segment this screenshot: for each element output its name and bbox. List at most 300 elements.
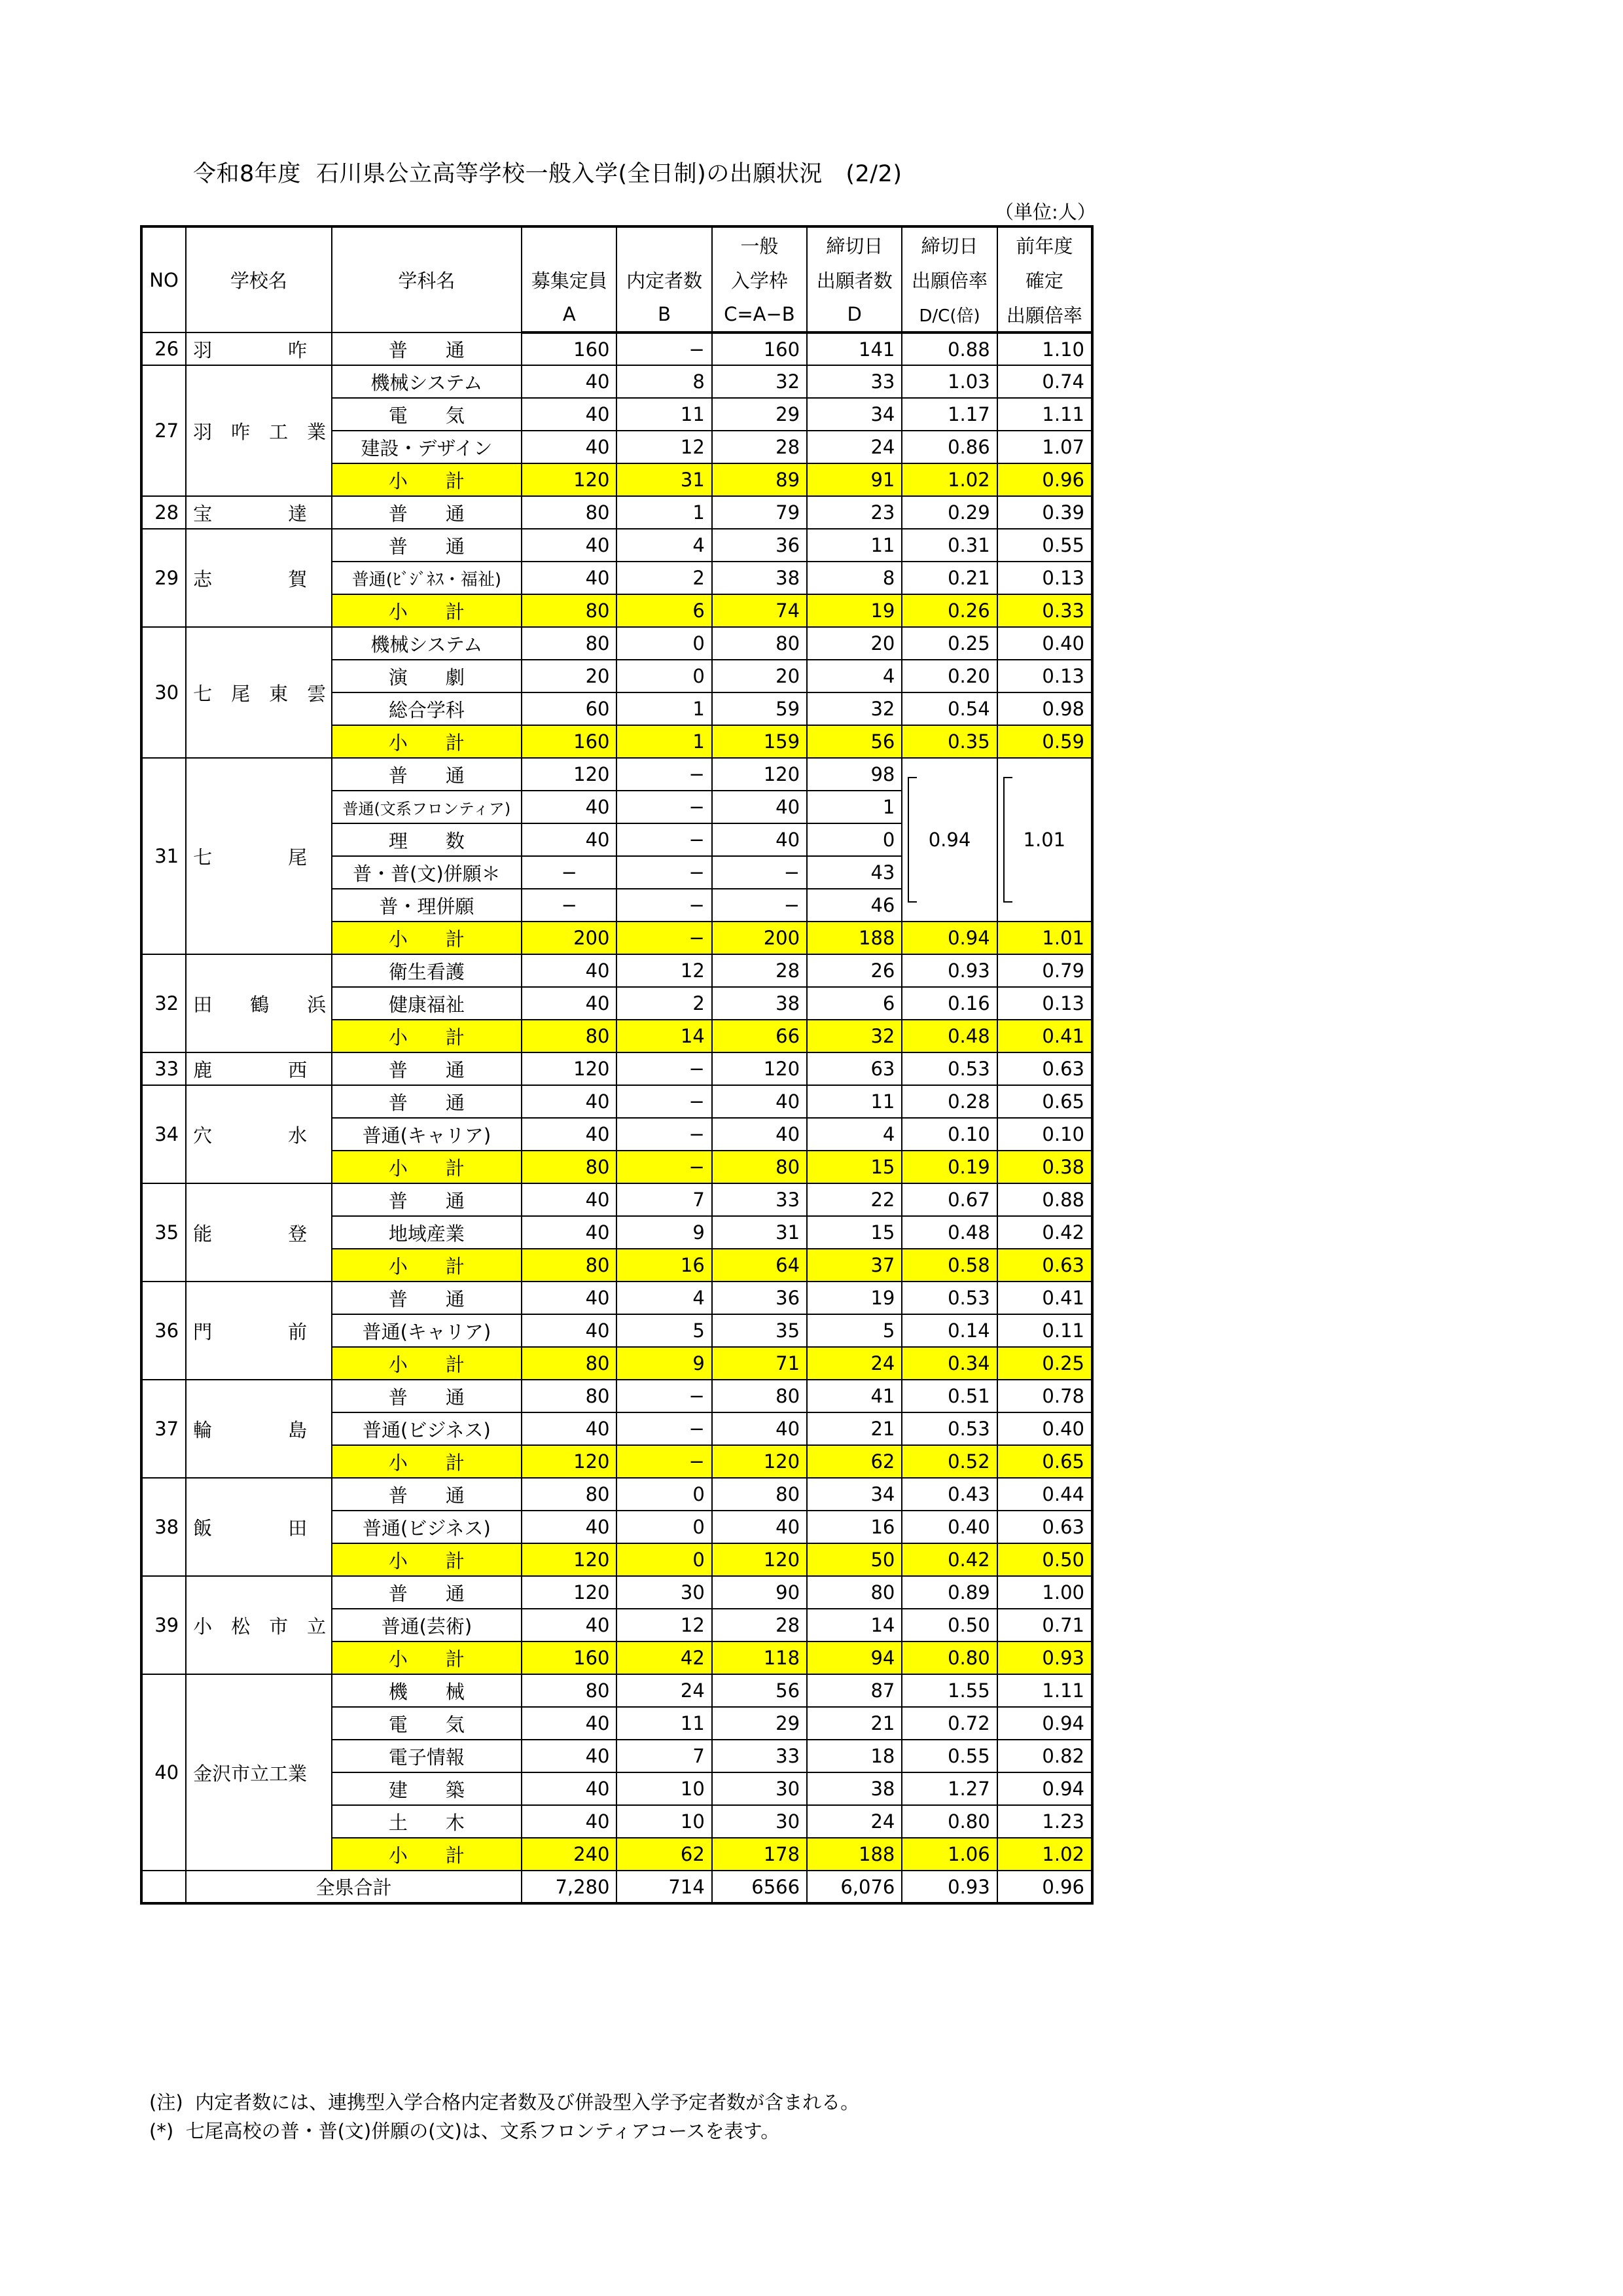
school-name: 田 鶴 浜 [186,954,331,1052]
prev-ratio-cell: 0.63 [997,1249,1092,1282]
capacity-cell: 40 [522,1216,616,1249]
prev-ratio-cell: 0.82 [997,1740,1092,1772]
prev-ratio-cell: 0.74 [997,365,1092,398]
school-no: 34 [141,1085,186,1183]
grand-total-label: 全県合計 [186,1871,522,1903]
course-name: 電 気 [332,398,522,431]
ratio-cell: 0.31 [902,529,997,562]
general-cell: 33 [712,1740,807,1772]
course-name: 普通(ﾋﾞｼﾞﾈｽ・福祉) [332,562,522,594]
table-row [141,1674,1092,1707]
applicants-cell: 63 [807,1052,902,1085]
ratio-cell: 0.16 [902,987,997,1020]
committed-cell: 4 [616,529,711,562]
prev-ratio-cell: 0.11 [997,1314,1092,1347]
table-header [141,226,1092,332]
applicants-cell: 6 [807,987,902,1020]
applicants-cell: 62 [807,1445,902,1478]
table-row [141,758,1092,791]
committed-cell: 6 [616,594,711,627]
general-cell: 79 [712,496,807,529]
merged-prev-cell: 1.01 [997,758,1092,922]
table-row [141,627,1092,660]
bracket-line [908,777,917,903]
header-capacity-3: A [522,297,616,332]
header-school: 学校名 [186,226,331,332]
school-no: 27 [141,365,186,496]
general-cell: 40 [712,1118,807,1151]
general-cell: 80 [712,627,807,660]
ratio-cell: 1.55 [902,1674,997,1707]
ratio-cell: 0.50 [902,1609,997,1641]
general-cell: 32 [712,365,807,398]
table-row [141,1183,1092,1216]
school-no: 28 [141,496,186,529]
applicants-cell: 18 [807,1740,902,1772]
applicants-cell: 1 [807,791,902,823]
applicants-cell: 14 [807,1609,902,1641]
prev-ratio-cell: 0.41 [997,1282,1092,1314]
course-name: 小 計 [332,594,522,627]
ratio-cell: 0.93 [902,954,997,987]
applicants-cell: 4 [807,1118,902,1151]
applicants-cell: 26 [807,954,902,987]
capacity-cell: 40 [522,1609,616,1641]
applicants-cell: 41 [807,1380,902,1412]
committed-cell: 24 [616,1674,711,1707]
header-no: NO [141,226,186,332]
general-cell: 35 [712,1314,807,1347]
course-name: 普通(芸術) [332,1609,522,1641]
school-no: 26 [141,332,186,365]
prev-ratio-cell: 0.38 [997,1151,1092,1183]
applicants-cell: 23 [807,496,902,529]
course-name: 小 計 [332,1347,522,1380]
committed-cell: 0 [616,1543,711,1576]
capacity-cell: 40 [522,562,616,594]
committed-cell: − [616,1380,711,1412]
course-name: 普通(文系フロンティア) [332,791,522,823]
course-name: 機械システム [332,627,522,660]
capacity-cell: 40 [522,398,616,431]
applicants-cell: 11 [807,1085,902,1118]
ratio-cell: 0.53 [902,1412,997,1445]
ratio-cell: 0.80 [902,1805,997,1838]
applicants-cell: 188 [807,1838,902,1871]
table-row [141,1576,1092,1609]
general-cell: 30 [712,1772,807,1805]
committed-cell: 5 [616,1314,711,1347]
header-prev-2: 確定 [997,262,1092,297]
capacity-cell: 80 [522,1347,616,1380]
ratio-cell: 0.42 [902,1543,997,1576]
prev-ratio-cell: 0.39 [997,496,1092,529]
capacity-cell: 40 [522,1085,616,1118]
committed-cell: − [616,1052,711,1085]
committed-cell: 11 [616,398,711,431]
general-cell: 28 [712,431,807,463]
committed-cell: 0 [616,1478,711,1511]
general-cell: 29 [712,398,807,431]
course-name: 普通(キャリア) [332,1118,522,1151]
prev-ratio-cell: 0.71 [997,1609,1092,1641]
header-applicants-2: 出願者数 [807,262,902,297]
committed-cell: 16 [616,1249,711,1282]
ratio-cell: 1.06 [902,1838,997,1871]
general-cell: 80 [712,1380,807,1412]
ratio-cell: 0.72 [902,1707,997,1740]
ratio-cell: 0.51 [902,1380,997,1412]
school-name: 七 尾 東 雲 [186,627,331,758]
general-cell: 40 [712,1511,807,1543]
applicants-cell: 38 [807,1772,902,1805]
committed-cell: 1 [616,692,711,725]
ratio-cell: 0.19 [902,1151,997,1183]
capacity-cell: 80 [522,627,616,660]
committed-cell: 0 [616,627,711,660]
committed-cell: 10 [616,1805,711,1838]
school-no: 31 [141,758,186,954]
capacity-cell: 40 [522,1412,616,1445]
capacity-cell: 40 [522,823,616,856]
general-cell: 40 [712,791,807,823]
committed-cell: − [616,791,711,823]
table-row [141,1478,1092,1511]
ratio-cell: 0.40 [902,1511,997,1543]
prev-ratio-cell: 0.10 [997,1118,1092,1151]
table-row [141,332,1092,365]
course-name: 普 通 [332,1085,522,1118]
header-applicants-3: D [807,297,902,332]
committed-cell: 30 [616,1576,711,1609]
course-name: 理 数 [332,823,522,856]
general-cell: 40 [712,823,807,856]
unit-label: （単位:人） [995,201,1096,223]
course-name: 小 計 [332,725,522,758]
general-cell: 59 [712,692,807,725]
course-name: 普 通 [332,529,522,562]
merged-ratio-cell: 0.94 [902,758,997,922]
general-cell: 80 [712,1478,807,1511]
table-row [141,529,1092,562]
committed-cell: 1 [616,496,711,529]
applicants-cell: 98 [807,758,902,791]
course-name: 土 木 [332,1805,522,1838]
page-title: 令和8年度 石川県公立高等学校一般入学(全日制)の出願状況 (2/2) [193,161,902,187]
capacity-cell: 120 [522,463,616,496]
applicants-cell: 21 [807,1707,902,1740]
header-committed-3: B [616,297,711,332]
capacity-cell: 120 [522,1543,616,1576]
general-cell: 159 [712,725,807,758]
applicants-cell: 5 [807,1314,902,1347]
ratio-cell: 0.10 [902,1118,997,1151]
ratio-cell: 0.25 [902,627,997,660]
prev-ratio-cell: 0.94 [997,1772,1092,1805]
ratio-cell: 0.88 [902,332,997,365]
prev-ratio-cell: 0.63 [997,1052,1092,1085]
ratio-cell: 0.53 [902,1052,997,1085]
general-cell: 36 [712,1282,807,1314]
ratio-cell: 0.28 [902,1085,997,1118]
capacity-cell: 120 [522,1445,616,1478]
course-name: 小 計 [332,1543,522,1576]
ratio-cell: 0.48 [902,1216,997,1249]
ratio-cell: 0.34 [902,1347,997,1380]
header-capacity-2: 募集定員 [522,262,616,297]
prev-ratio-cell: 0.50 [997,1543,1092,1576]
general-cell: 20 [712,660,807,692]
capacity-cell: 40 [522,791,616,823]
course-name: 普 通 [332,1183,522,1216]
header-capacity-1 [522,226,616,262]
bracket-line [1003,777,1012,903]
prev-ratio-cell: 0.94 [997,1707,1092,1740]
course-name: 普・普(文)併願＊ [332,856,522,889]
applicants-cell: 15 [807,1151,902,1183]
header-applicants-1: 締切日 [807,226,902,262]
prev-ratio-cell: 0.13 [997,987,1092,1020]
school-no: 29 [141,529,186,627]
course-name: 普 通 [332,496,522,529]
committed-cell: − [616,922,711,954]
capacity-cell: 200 [522,922,616,954]
applicants-cell: 4 [807,660,902,692]
capacity-cell: 120 [522,758,616,791]
prev-ratio-cell: 0.40 [997,627,1092,660]
ratio-cell: 0.94 [902,922,997,954]
course-name: 衛生看護 [332,954,522,987]
grand-total-committed: 714 [616,1871,711,1903]
committed-cell: − [616,1085,711,1118]
applicants-cell: 87 [807,1674,902,1707]
table-row [141,1085,1092,1118]
grand-total-general: 6566 [712,1871,807,1903]
ratio-cell: 0.29 [902,496,997,529]
table-row [141,365,1092,398]
general-cell: 33 [712,1183,807,1216]
grand-total-no [141,1871,186,1903]
general-cell: 90 [712,1576,807,1609]
prev-ratio-cell: 0.42 [997,1216,1092,1249]
capacity-cell: 240 [522,1838,616,1871]
applicants-cell: 19 [807,1282,902,1314]
note-1: (注) 内定者数には、連携型入学合格内定者数及び併設型入学予定者数が含まれる。 [149,2091,860,2113]
applicants-cell: 188 [807,922,902,954]
ratio-cell: 1.02 [902,463,997,496]
committed-cell: − [616,1445,711,1478]
committed-cell: − [616,1151,711,1183]
capacity-cell: 60 [522,692,616,725]
committed-cell: 31 [616,463,711,496]
course-name: 普 通 [332,1380,522,1412]
capacity-cell: 40 [522,1707,616,1740]
committed-cell: − [616,856,711,889]
applicants-cell: 32 [807,1020,902,1052]
prev-ratio-cell: 0.65 [997,1085,1092,1118]
general-cell: − [712,889,807,922]
ratio-cell: 0.53 [902,1282,997,1314]
general-cell: 29 [712,1707,807,1740]
course-name: 普 通 [332,1478,522,1511]
ratio-cell: 0.58 [902,1249,997,1282]
applicants-cell: 24 [807,1805,902,1838]
course-name: 電 気 [332,1707,522,1740]
committed-cell: 12 [616,954,711,987]
course-name: 小 計 [332,1641,522,1674]
school-no: 37 [141,1380,186,1478]
general-cell: 30 [712,1805,807,1838]
course-name: 普 通 [332,758,522,791]
prev-ratio-cell: 0.96 [997,463,1092,496]
general-cell: 120 [712,1445,807,1478]
course-name: 機 械 [332,1674,522,1707]
general-cell: 178 [712,1838,807,1871]
prev-ratio-cell: 0.41 [997,1020,1092,1052]
ratio-cell: 1.03 [902,365,997,398]
capacity-cell: 160 [522,332,616,365]
table-row [141,1282,1092,1314]
applicants-cell: 43 [807,856,902,889]
general-cell: 120 [712,1543,807,1576]
course-name: 小 計 [332,1151,522,1183]
committed-cell: 14 [616,1020,711,1052]
prev-ratio-cell: 0.93 [997,1641,1092,1674]
capacity-cell: 80 [522,1478,616,1511]
school-no: 36 [141,1282,186,1380]
school-no: 35 [141,1183,186,1282]
grand-total-ratio: 0.93 [902,1871,997,1903]
applicants-cell: 20 [807,627,902,660]
committed-cell: 1 [616,725,711,758]
general-cell: 31 [712,1216,807,1249]
school-name: 金沢市立工業 [186,1674,331,1871]
header-prev-1: 前年度 [997,226,1092,262]
capacity-cell: 40 [522,1183,616,1216]
header-ratio-1: 締切日 [902,226,997,262]
table-row [141,954,1092,987]
ratio-cell: 0.26 [902,594,997,627]
prev-ratio-cell: 1.23 [997,1805,1092,1838]
applicants-cell: 46 [807,889,902,922]
ratio-cell: 0.43 [902,1478,997,1511]
header-prev-3: 出願倍率 [997,297,1092,332]
course-name: 小 計 [332,1249,522,1282]
applicants-cell: 80 [807,1576,902,1609]
school-name: 門 前 [186,1282,331,1380]
capacity-cell: 120 [522,1052,616,1085]
prev-ratio-cell: 0.33 [997,594,1092,627]
header-committed-2: 内定者数 [616,262,711,297]
applicants-cell: 21 [807,1412,902,1445]
capacity-cell: 80 [522,1674,616,1707]
committed-cell: − [616,823,711,856]
capacity-cell: 80 [522,1249,616,1282]
table-row [141,1380,1092,1412]
course-name: 普・理併願 [332,889,522,922]
header-committed-1 [616,226,711,262]
capacity-cell: 40 [522,954,616,987]
capacity-cell: 40 [522,987,616,1020]
school-name: 羽 咋 工 業 [186,365,331,496]
ratio-cell: 0.86 [902,431,997,463]
capacity-cell: 120 [522,1576,616,1609]
prev-ratio-cell: 0.79 [997,954,1092,987]
applicants-cell: 37 [807,1249,902,1282]
course-name: 普 通 [332,332,522,365]
prev-ratio-cell: 1.00 [997,1576,1092,1609]
general-cell: 118 [712,1641,807,1674]
school-no: 30 [141,627,186,758]
applicants-cell: 32 [807,692,902,725]
general-cell: − [712,856,807,889]
course-name: 普通(ビジネス) [332,1511,522,1543]
committed-cell: − [616,1412,711,1445]
capacity-cell: 80 [522,1151,616,1183]
prev-ratio-cell: 1.07 [997,431,1092,463]
general-cell: 74 [712,594,807,627]
grand-total-prev: 0.96 [997,1871,1092,1903]
committed-cell: 0 [616,660,711,692]
course-name: 普 通 [332,1052,522,1085]
ratio-cell: 0.80 [902,1641,997,1674]
course-name: 普 通 [332,1576,522,1609]
school-name: 宝 達 [186,496,331,529]
course-name: 健康福祉 [332,987,522,1020]
committed-cell: 42 [616,1641,711,1674]
general-cell: 28 [712,1609,807,1641]
applicants-cell: 34 [807,398,902,431]
capacity-cell: 40 [522,1511,616,1543]
course-name: 総合学科 [332,692,522,725]
general-cell: 160 [712,332,807,365]
school-name: 七 尾 [186,758,331,954]
school-name: 穴 水 [186,1085,331,1183]
prev-ratio-cell: 0.63 [997,1511,1092,1543]
capacity-cell: − [522,856,616,889]
course-name: 建設・デザイン [332,431,522,463]
capacity-cell: 40 [522,1805,616,1838]
committed-cell: 8 [616,365,711,398]
table-body [141,332,1092,1871]
ratio-cell: 0.48 [902,1020,997,1052]
header-ratio-3: D/C(倍) [902,297,997,332]
capacity-cell: 160 [522,1641,616,1674]
capacity-cell: 40 [522,431,616,463]
school-name: 能 登 [186,1183,331,1282]
course-name: 普 通 [332,1282,522,1314]
ratio-cell: 1.17 [902,398,997,431]
prev-ratio-cell: 0.59 [997,725,1092,758]
committed-cell: 7 [616,1740,711,1772]
school-no: 38 [141,1478,186,1576]
note-2: (*) 七尾高校の普・普(文)併願の(文)は、文系フロンティアコースを表す。 [149,2120,780,2142]
applicants-cell: 141 [807,332,902,365]
course-name: 小 計 [332,922,522,954]
school-no: 32 [141,954,186,1052]
grand-total-capacity: 7,280 [522,1871,616,1903]
ratio-cell: 0.21 [902,562,997,594]
general-cell: 64 [712,1249,807,1282]
prev-ratio-cell: 0.13 [997,562,1092,594]
ratio-cell: 0.35 [902,725,997,758]
school-name: 志 賀 [186,529,331,627]
general-cell: 36 [712,529,807,562]
course-name: 小 計 [332,1838,522,1871]
capacity-cell: 80 [522,1020,616,1052]
committed-cell: 4 [616,1282,711,1314]
capacity-cell: 80 [522,1380,616,1412]
